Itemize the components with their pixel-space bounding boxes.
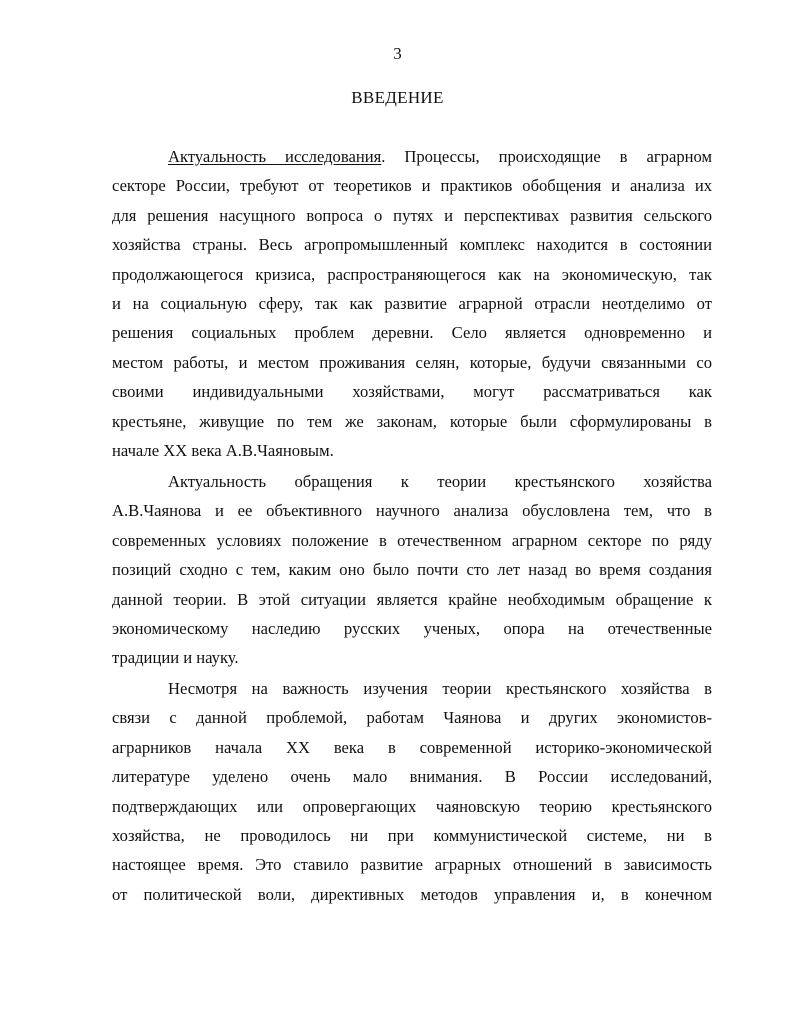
paragraph-line: для решения насущного вопроса о путях и перспективах развития сельского [112, 205, 712, 225]
paragraph-line: начале XX века А.В.Чаяновым. [112, 440, 334, 460]
paragraph-line: от политической воли, директивных методов управления и, в конечном [112, 884, 712, 904]
paragraph-line: А.В.Чаянова и ее объективного научного анализа обусловлена тем, что в [112, 501, 712, 521]
page-number: 3 [393, 44, 402, 63]
paragraph-line: данной теории. В этой ситуации является крайне необходимым обращение к [112, 589, 712, 609]
page-title: ВВЕДЕНИЕ [351, 88, 444, 107]
paragraph-line [112, 142, 712, 171]
paragraph-line: продолжающегося кризиса, распространяющегося как на экономическую, так [112, 264, 712, 284]
paragraph-line: современных условиях положение в отечественном аграрном секторе по ряду [112, 530, 712, 550]
paragraph-line: подтверждающих или опровергающих чаяновскую теорию крестьянского [112, 796, 712, 816]
paragraph-line: решения социальных проблем деревни. Село является одновременно и [112, 323, 712, 343]
paragraph-relevance [112, 142, 712, 465]
paragraph-chayanov-theory [112, 467, 712, 673]
lead-term: Актуальность исследования [168, 147, 382, 166]
paragraph-line: хозяйства, не проводилось ни при коммунистической системе, ни в [112, 825, 712, 845]
paragraph-line: аграрников начала XX века в современной историко-экономической [112, 737, 712, 757]
paragraph-line: своими индивидуальными хозяйствами, могут рассматриваться как [112, 382, 712, 402]
paragraph-line: Актуальность обращения к теории крестьянского хозяйства [168, 472, 712, 491]
paragraph-line: Несмотря на важность изучения теории крестьянского хозяйства в [168, 679, 712, 698]
paragraph-line: литературе уделено очень мало внимания. В России исследований, [112, 767, 712, 787]
paragraph-line: связи с данной проблемой, работам Чаянова и других экономистов- [112, 708, 712, 728]
paragraph-research-gap [112, 674, 712, 909]
paragraph-line: позиций сходно с тем, каким оно было почти сто лет назад во время создания [112, 560, 712, 580]
lead-rest: . Процессы, происходящие в аграрном [381, 147, 712, 166]
paragraph-line: и на социальную сферу, так как развитие аграрной отрасли неотделимо от [112, 293, 712, 313]
paragraph-line: секторе России, требуют от теоретиков и практиков обобщения и анализа их [112, 176, 712, 196]
paragraph-line: настоящее время. Это ставило развитие аграрных отношений в зависимость [112, 855, 712, 875]
paragraph-line: хозяйства страны. Весь агропромышленный комплекс находится в состоянии [112, 235, 712, 255]
paragraph-line: традиции и науку. [112, 648, 239, 668]
paragraph-line: крестьяне, живущие по тем же законам, которые были сформулированы в [112, 411, 712, 431]
paragraph-line: экономическому наследию русских ученых, опора на отечественные [112, 618, 712, 638]
paragraph-line: местом работы, и местом проживания селян, которые, будучи связанными со [112, 352, 712, 372]
